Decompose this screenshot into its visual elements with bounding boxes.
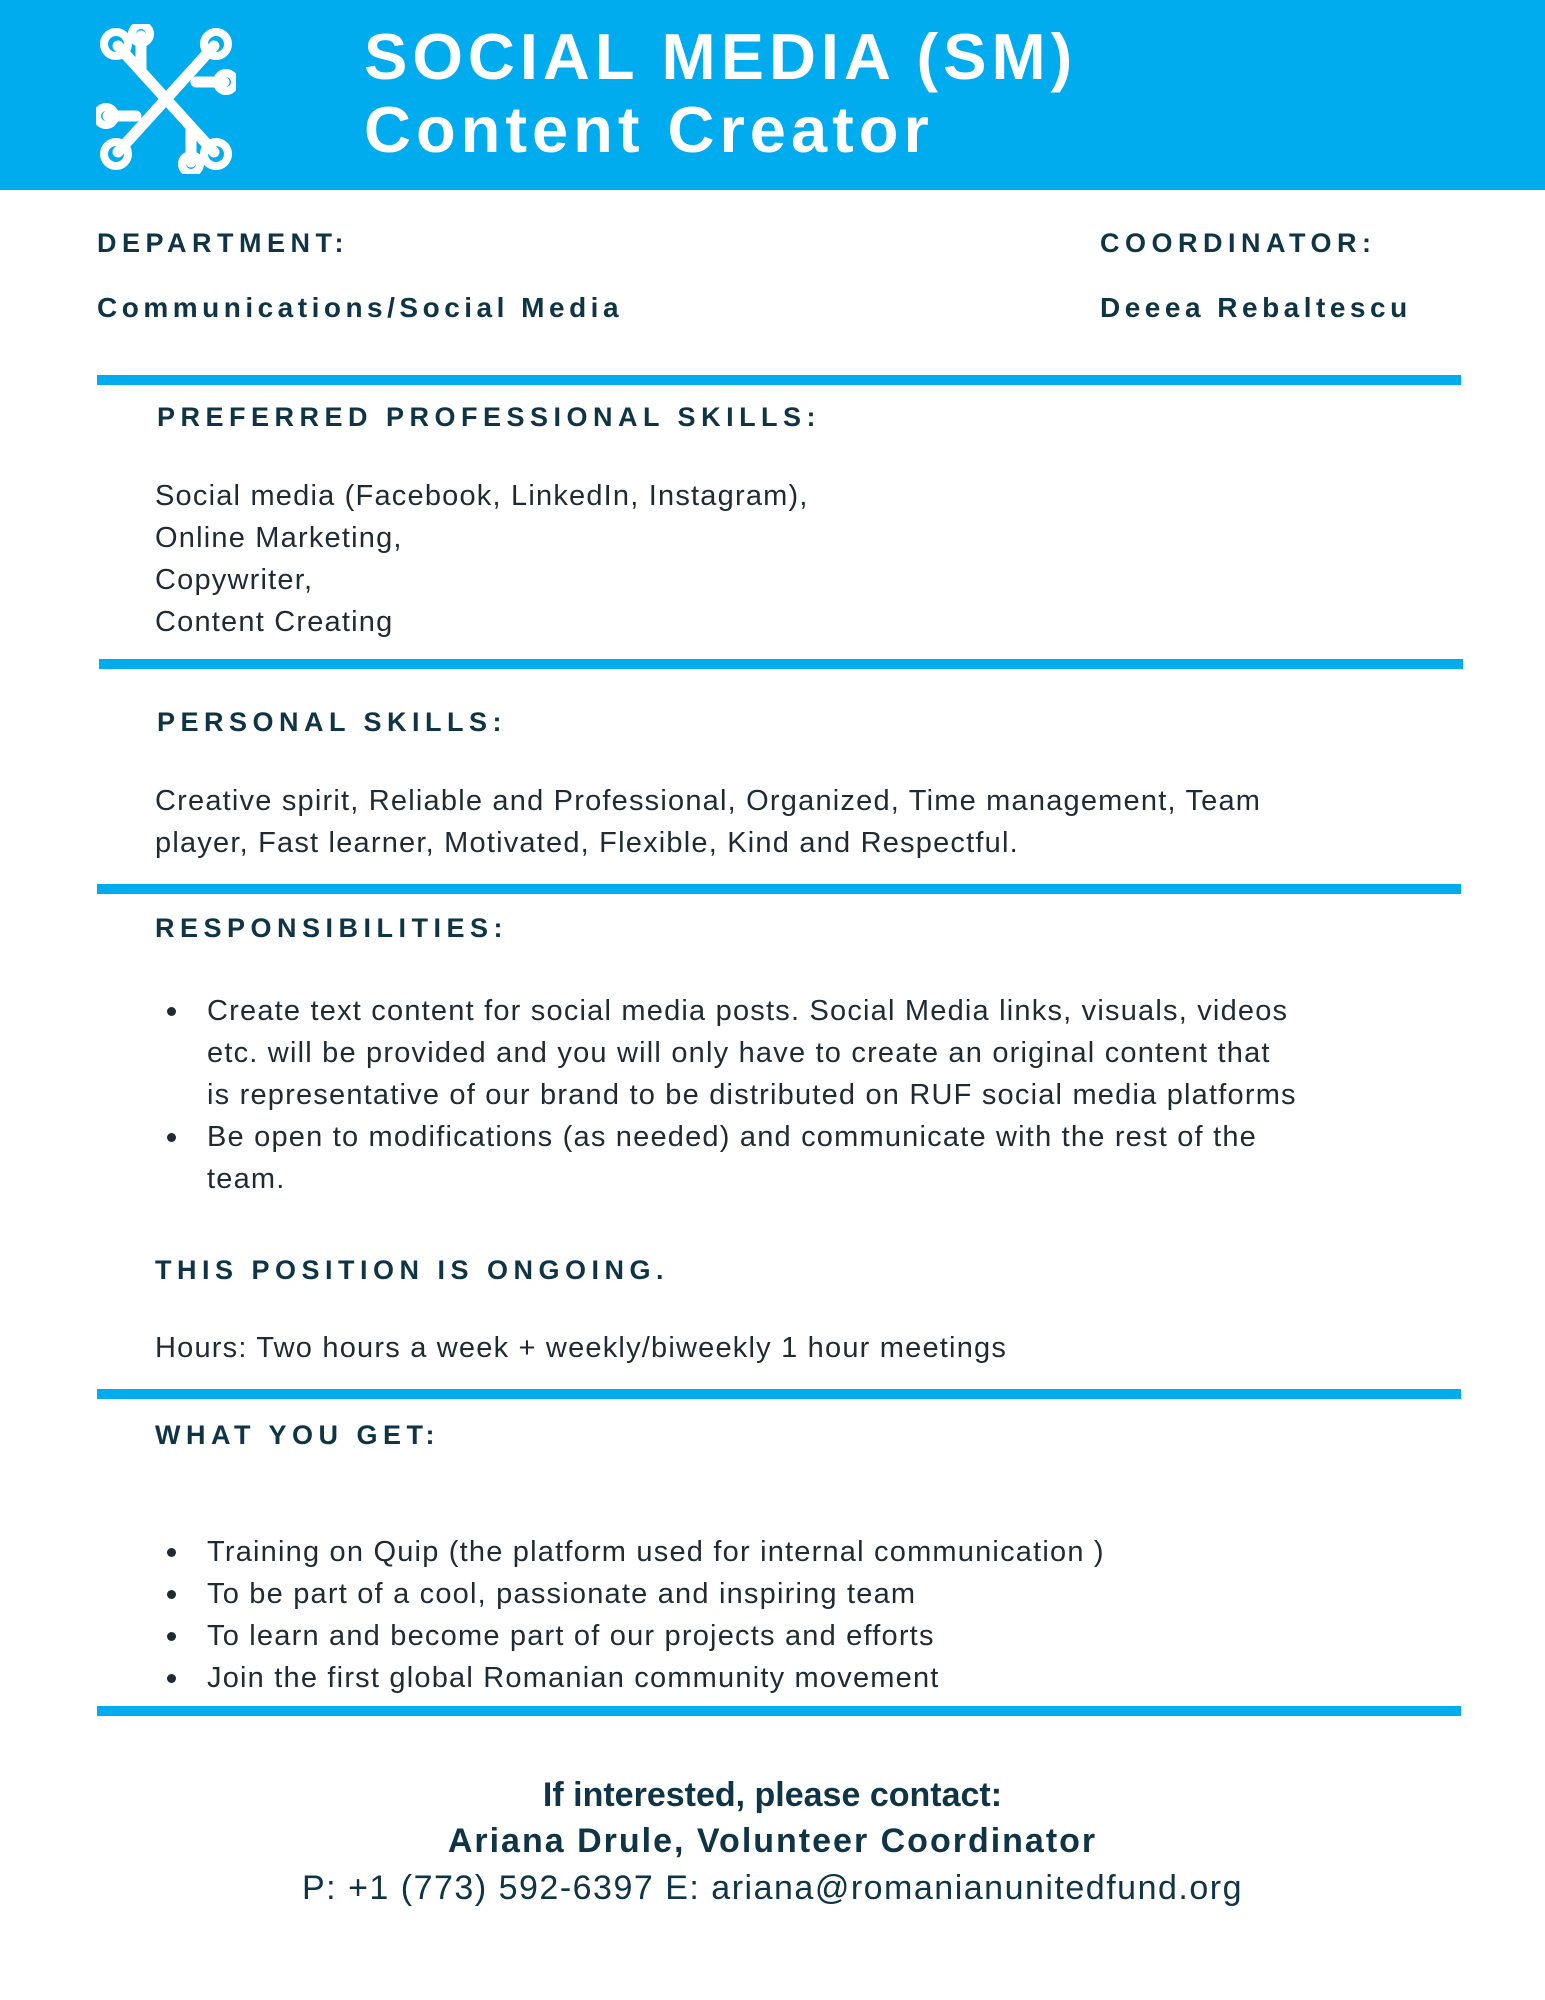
professional-skill-line: Social media (Facebook, LinkedIn, Instagram),	[155, 480, 809, 512]
divider	[97, 884, 1461, 894]
list-item: To learn and become part of our projects and efforts	[155, 1615, 1455, 1657]
personal-skill-line: player, Fast learner, Motivated, Flexible, Kind and Respectful.	[155, 827, 1019, 859]
list-item: To be part of a cool, passionate and inspiring team	[155, 1573, 1455, 1615]
divider	[99, 659, 1463, 669]
personal-skills-text	[155, 780, 1261, 864]
title-line-1: SOCIAL MEDIA (SM)	[364, 20, 1078, 93]
divider	[97, 1389, 1461, 1399]
department-label: DEPARTMENT:	[97, 228, 349, 258]
title-line-2: Content Creator	[364, 93, 934, 166]
professional-skills-list	[155, 475, 809, 643]
hours-text: Hours: Two hours a week + weekly/biweekly 1 hour meetings	[155, 1332, 1008, 1364]
contact-intro: If interested, please contact:	[542, 1776, 1003, 1814]
divider	[97, 375, 1461, 385]
header-banner	[0, 0, 1545, 190]
coordinator-label: COORDINATOR:	[1100, 228, 1377, 258]
list-item: Be open to modifications (as needed) and communicate with the rest of the team.	[155, 1116, 1455, 1200]
position-heading: THIS POSITION IS ONGOING.	[155, 1255, 670, 1285]
crossed-network-logo-icon	[96, 24, 236, 174]
professional-skill-line: Content Creating	[155, 606, 394, 638]
professional-skill-line: Online Marketing,	[155, 522, 403, 554]
personal-skill-line: Creative spirit, Reliable and Professional, Organized, Time management, Team	[155, 785, 1262, 817]
personal-skills-heading: PERSONAL SKILLS:	[157, 707, 508, 737]
responsibilities-heading: RESPONSIBILITIES:	[155, 913, 509, 943]
page-title	[364, 20, 1077, 166]
responsibilities-list	[155, 990, 1455, 1200]
professional-skill-line: Copywriter,	[155, 564, 314, 596]
coordinator-value: Deeea Rebaltescu	[1100, 292, 1412, 323]
benefits-heading: WHAT YOU GET:	[155, 1420, 440, 1450]
professional-skills-heading: PREFERRED PROFESSIONAL SKILLS:	[157, 402, 822, 432]
contact-details: P: +1 (773) 592-6397 E: ariana@romanianunitedfund.org	[302, 1869, 1243, 1907]
list-item: Join the first global Romanian community movement	[155, 1657, 1455, 1699]
divider	[97, 1706, 1461, 1716]
list-item: Create text content for social media posts. Social Media links, visuals, videos etc. will be provided and you will only have to create an original content that is representative of our brand to be distributed on RUF social media platforms	[155, 990, 1455, 1116]
department-value: Communications/Social Media	[97, 292, 624, 323]
list-item: Training on Quip (the platform used for internal communication )	[155, 1531, 1455, 1573]
benefits-list	[155, 1531, 1455, 1699]
contact-name: Ariana Drule, Volunteer Coordinator	[447, 1822, 1098, 1860]
